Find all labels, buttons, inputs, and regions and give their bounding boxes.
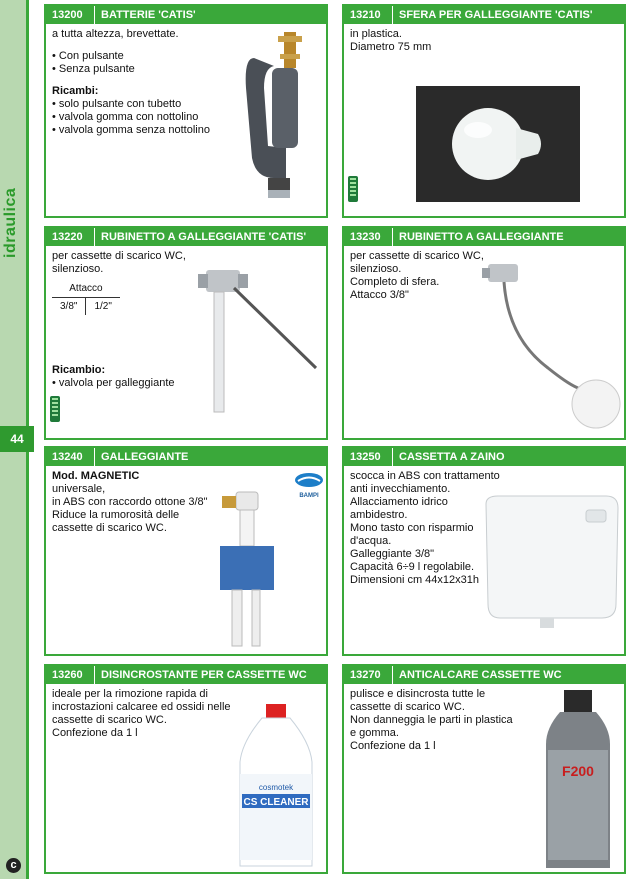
product-title: DISINCROSTANTE PER CASSETTE WC: [101, 669, 307, 681]
desc-line: Riduce la rumorosità delle: [52, 509, 180, 521]
product-card-13250: [342, 446, 626, 656]
product-code: 13250: [344, 448, 393, 466]
desc-line: Diametro 75 mm: [350, 41, 432, 53]
desc-line: Mono tasto con risparmio: [350, 522, 474, 534]
desc-line: cassette di scarico WC.: [52, 522, 167, 534]
product-code: 13210: [344, 6, 393, 24]
product-description: [52, 250, 186, 315]
card-header: [344, 6, 624, 24]
bottle-product: CS CLEANER: [243, 797, 309, 808]
desc-line: Completo di sfera.: [350, 276, 440, 288]
desc-line: Confezione da 1 l: [350, 740, 436, 752]
desc-line: e gomma.: [350, 727, 399, 739]
desc-line: Galleggiante 3/8": [350, 548, 435, 560]
table-label: Attacco: [52, 280, 120, 298]
bottle-product: F200: [562, 763, 594, 779]
desc-line: • Con pulsante: [52, 50, 124, 62]
product-code: 13260: [46, 666, 95, 684]
product-card-13260: [44, 664, 328, 874]
product-card-13240: [44, 446, 328, 656]
spare-section: [52, 364, 175, 390]
desc-line: Attacco 3/8": [350, 289, 409, 301]
product-code: 13240: [46, 448, 95, 466]
desc-line: cassette di scarico WC.: [350, 701, 465, 713]
desc-line: Confezione da 1 l: [52, 727, 138, 739]
spare-title: Ricambio:: [52, 364, 106, 376]
desc-line: ambidestro.: [350, 509, 408, 521]
desc-line: incrostazioni calcaree ed ossidi nelle: [52, 701, 231, 713]
card-header: [344, 666, 624, 684]
desc-line: cassette di scarico WC.: [52, 714, 167, 726]
desc-line: ideale per la rimozione rapida di: [52, 688, 208, 700]
brand-name: BAMPI: [299, 493, 319, 499]
desc-line: silenzioso.: [52, 263, 104, 275]
card-header: [344, 228, 624, 246]
connection-table: [52, 280, 120, 315]
desc-line: per cassette di scarico WC,: [52, 250, 186, 262]
product-card-13210: [342, 4, 626, 218]
descaler-bottle-image: [540, 688, 616, 872]
brand-logo-icon: [294, 472, 324, 488]
desc-line: scocca in ABS con trattamento: [350, 470, 500, 482]
product-title: RUBINETTO A GALLEGGIANTE 'CATIS': [101, 231, 307, 243]
product-description: [350, 250, 484, 302]
product-code: 13270: [344, 666, 393, 684]
product-description: [52, 688, 231, 740]
float-ball-image: [416, 86, 580, 202]
desc-line: universale,: [52, 483, 106, 495]
float-valve-magnetic-image: [206, 488, 292, 652]
stock-gauge-icon: [50, 396, 60, 422]
cistern-image: [478, 494, 624, 632]
desc-line: anti invecchiamento.: [350, 483, 451, 495]
card-header: [46, 666, 326, 684]
desc-line: Dimensioni cm 44x12x31h: [350, 574, 480, 586]
product-title: RUBINETTO A GALLEGGIANTE: [399, 231, 564, 243]
product-title: SFERA PER GALLEGGIANTE 'CATIS': [399, 9, 593, 21]
product-description: [350, 688, 513, 753]
product-card-13270: [342, 664, 626, 874]
stock-gauge-icon: [348, 176, 358, 202]
card-header: [46, 228, 326, 246]
desc-line: • valvola gomma senza nottolino: [52, 124, 210, 136]
desc-line: • valvola gomma con nottolino: [52, 111, 199, 123]
card-header: [46, 6, 326, 24]
product-title: GALLEGGIANTE: [101, 451, 189, 463]
desc-line: Allacciamento idrico: [350, 496, 448, 508]
product-title: BATTERIE 'CATIS': [101, 9, 196, 21]
bottle-brand: cosmotek: [258, 783, 294, 792]
desc-line: a tutta altezza, brevettate.: [52, 28, 179, 40]
desc-line: Non danneggia le parti in plastica: [350, 714, 513, 726]
product-code: 13200: [46, 6, 95, 24]
spares-title: Ricambi:: [52, 85, 99, 97]
desc-line: pulisce e disincrosta tutte le: [350, 688, 486, 700]
brand-logo: [292, 472, 326, 499]
product-description: [52, 470, 208, 535]
card-header: [344, 448, 624, 466]
product-code: 13220: [46, 228, 95, 246]
section-label: idraulica: [2, 187, 19, 259]
flush-valve-image: [234, 28, 316, 200]
product-card-13230: [342, 226, 626, 440]
desc-line: • solo pulsante con tubetto: [52, 98, 182, 110]
product-card-13220: [44, 226, 328, 440]
desc-line: d'acqua.: [350, 535, 392, 547]
spare-line: • valvola per galleggiante: [52, 377, 175, 389]
product-title: ANTICALCARE CASSETTE WC: [399, 669, 562, 681]
desc-line: in plastica.: [350, 28, 402, 40]
card-header: [46, 448, 326, 466]
desc-line: Capacità 6÷9 l regolabile.: [350, 561, 475, 573]
product-description: [52, 28, 210, 137]
table-cell: 1/2": [94, 301, 112, 312]
desc-line: silenzioso.: [350, 263, 402, 275]
cleaner-bottle-image: [232, 702, 320, 872]
product-code: 13230: [344, 228, 393, 246]
copyright-icon: c: [6, 858, 21, 873]
model-name: Mod. MAGNETIC: [52, 470, 140, 482]
page-number: 44: [0, 426, 34, 452]
product-description: [350, 28, 431, 54]
float-valve-ball-image: [478, 258, 624, 434]
product-title: CASSETTA A ZAINO: [399, 451, 505, 463]
desc-line: in ABS con raccordo ottone 3/8": [52, 496, 208, 508]
desc-line: • Senza pulsante: [52, 63, 135, 75]
table-cell: 3/8": [52, 298, 86, 316]
desc-line: per cassette di scarico WC,: [350, 250, 484, 262]
product-card-13200: [44, 4, 328, 218]
float-valve-image: [176, 258, 326, 418]
